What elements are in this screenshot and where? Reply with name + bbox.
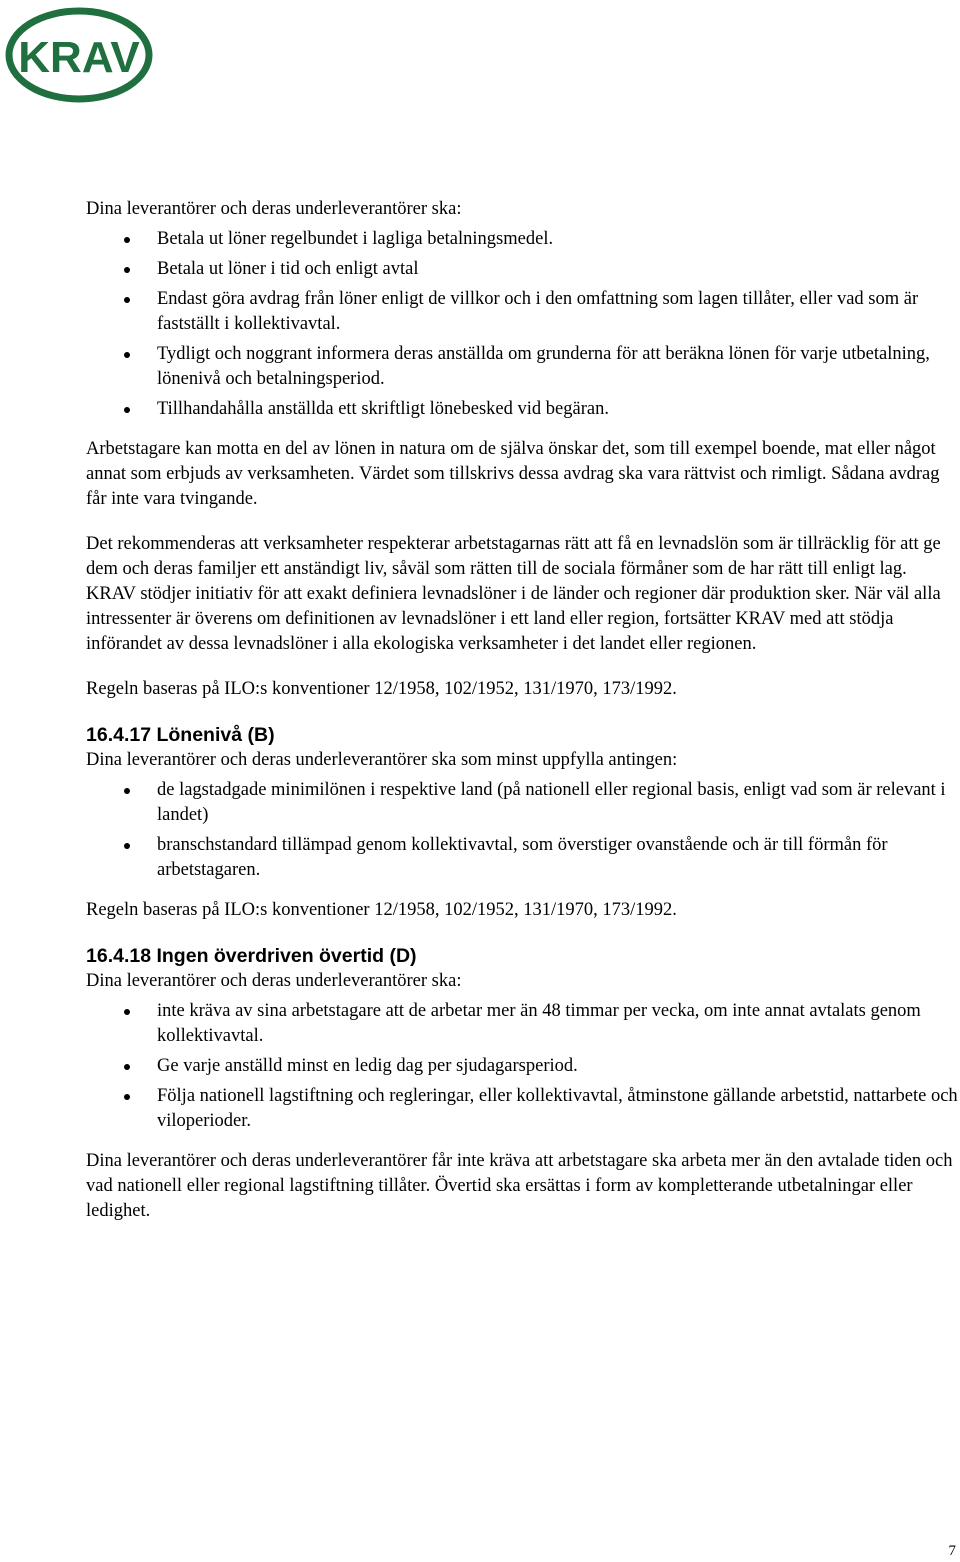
list-item: inte kräva av sina arbetstagare att de arbetar mer än 48 timmar per vecka, om inte annat avtalats genom kollektivavtal. [86, 999, 960, 1049]
rule-basis-text: Regeln baseras på ILO:s konventioner 12/1958, 102/1952, 131/1970, 173/1992. [86, 900, 677, 920]
section-heading-16-4-18: 16.4.18 Ingen överdriven övertid (D) [86, 945, 417, 967]
intro-lead: Dina leverantörer och deras underleverantörer ska: [86, 199, 462, 219]
in-kind-wages-paragraph: Arbetstagare kan motta en del av lönen in natura om de själva önskar det, som till exempel boende, mat eller något annat som erbjuds av verksamheten. Värdet som tillskrivs dessa avdrag ska vara rättvist och rimligt. Sådana avdrag får inte vara tvingande. [86, 439, 940, 509]
section-16-4-17-lead: Dina leverantörer och deras underleverantörer ska som minst uppfylla antingen: [86, 750, 678, 770]
list-item: Ge varje anställd minst en ledig dag per sjudagarsperiod. [86, 1054, 960, 1079]
section-16-4-17-bullet-list [86, 778, 960, 883]
krav-logo [4, 6, 154, 104]
overtime-paragraph: Dina leverantörer och deras underleverantörer får inte kräva att arbetstagare ska arbeta mer än den avtalade tiden och vad nationell eller regional lagstiftning tillåter. Övertid ska ersättas i form av kompletterande utbetalningar eller ledighet. [86, 1151, 953, 1221]
living-wage-paragraph: Det rekommenderas att verksamheter respekterar arbetstagarnas rätt att få en levnadslön som är tillräcklig för att ge dem och deras familjer ett anständigt liv, såväl som rätten till de sociala förmåner som de har rätt till enligt lag. KRAV stödjer initiativ för att exakt definiera levnadslöner i de länder och regioner där produktion sker. När väl alla intressenter är överens om definitionen av levnadslöner i ett land eller region, fortsätter KRAV med att stödja införandet av dessa levnadslöner i alla ekologiska verksamheter i det landet eller regionen. [86, 534, 941, 654]
intro-bullet-list [86, 227, 960, 422]
rule-basis-text: Regeln baseras på ILO:s konventioner 12/1958, 102/1952, 131/1970, 173/1992. [86, 679, 677, 699]
list-item: branschstandard tillämpad genom kollektivavtal, som överstiger ovanstående och är till förmån för arbetstagaren. [86, 833, 960, 883]
page-number: 7 [948, 1543, 956, 1559]
list-item: Tydligt och noggrant informera deras anställda om grunderna för att beräkna lönen för varje utbetalning, lönenivå och betalningsperiod. [86, 342, 960, 392]
section-heading-16-4-17: 16.4.17 Lönenivå (B) [86, 724, 275, 746]
document-body [86, 197, 960, 1224]
krav-logo-text: KRAV [18, 33, 140, 82]
list-item: Betala ut löner i tid och enligt avtal [86, 257, 960, 282]
list-item: Betala ut löner regelbundet i lagliga betalningsmedel. [86, 227, 960, 252]
section-16-4-18-bullet-list [86, 999, 960, 1134]
section-16-4-18-lead: Dina leverantörer och deras underleverantörer ska: [86, 971, 462, 991]
list-item: de lagstadgade minimilönen i respektive land (på nationell eller regional basis, enligt vad som är relevant i landet) [86, 778, 960, 828]
list-item: Endast göra avdrag från löner enligt de villkor och i den omfattning som lagen tillåter, eller vad som är fastställt i kollektivavtal. [86, 287, 960, 337]
list-item: Följa nationell lagstiftning och regleringar, eller kollektivavtal, åtminstone gällande arbetstid, nattarbete och viloperioder. [86, 1084, 960, 1134]
list-item: Tillhandahålla anställda ett skriftligt lönebesked vid begäran. [86, 397, 960, 422]
